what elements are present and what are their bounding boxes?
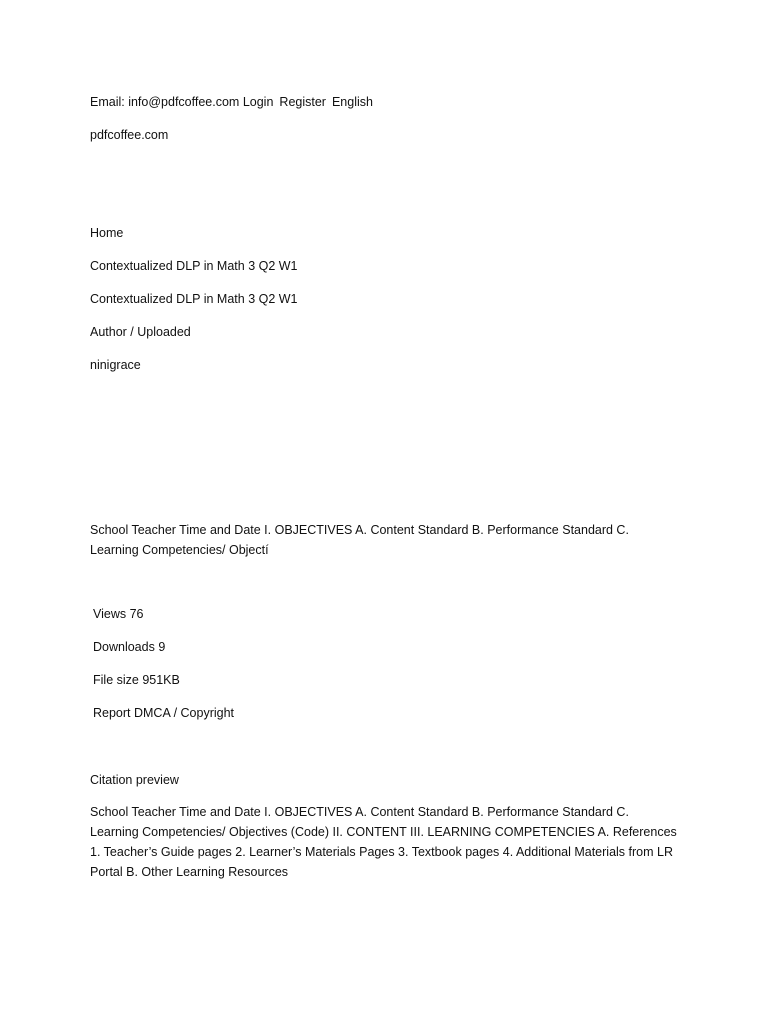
site-name[interactable]: pdfcoffee.com [90,128,169,142]
author-label: Author / Uploaded [90,325,191,339]
document-description: School Teacher Time and Date I. OBJECTIVES A. Content Standard B. Performance Standard C. Learning Competencies/ Objectí [90,523,629,557]
downloads-count: Downloads 9 [93,640,166,654]
citation-preview-text: School Teacher Time and Date I. OBJECTIVES A. Content Standard B. Performance Standard C. Learning Competencies/ Objectives (Code) II. CONTENT III. LEARNING COMPETENCIES A. References 1. Teacher’s Guide pages 2. Learner’s Materials Pages 3. Textbook pages 4. Additional Materials from LR Portal B. Other Learning Resources [90,805,677,879]
citation-heading: Citation preview [90,773,179,787]
report-dmca-link[interactable]: Report DMCA / Copyright [93,706,235,720]
register-link[interactable]: Register [279,95,326,109]
header-bar [90,94,373,110]
breadcrumb-document-link[interactable]: Contextualized DLP in Math 3 Q2 W1 [90,259,298,273]
login-link[interactable]: Login [242,95,274,109]
nav-home-link[interactable]: Home [90,226,124,240]
views-count: Views 76 [93,607,144,621]
contact-email[interactable]: Email: info@pdfcoffee.com [90,95,240,109]
language-selector[interactable]: English [331,95,373,109]
file-size: File size 951KB [93,673,180,687]
author-name[interactable]: ninigrace [90,358,141,372]
document-title: Contextualized DLP in Math 3 Q2 W1 [90,292,298,306]
